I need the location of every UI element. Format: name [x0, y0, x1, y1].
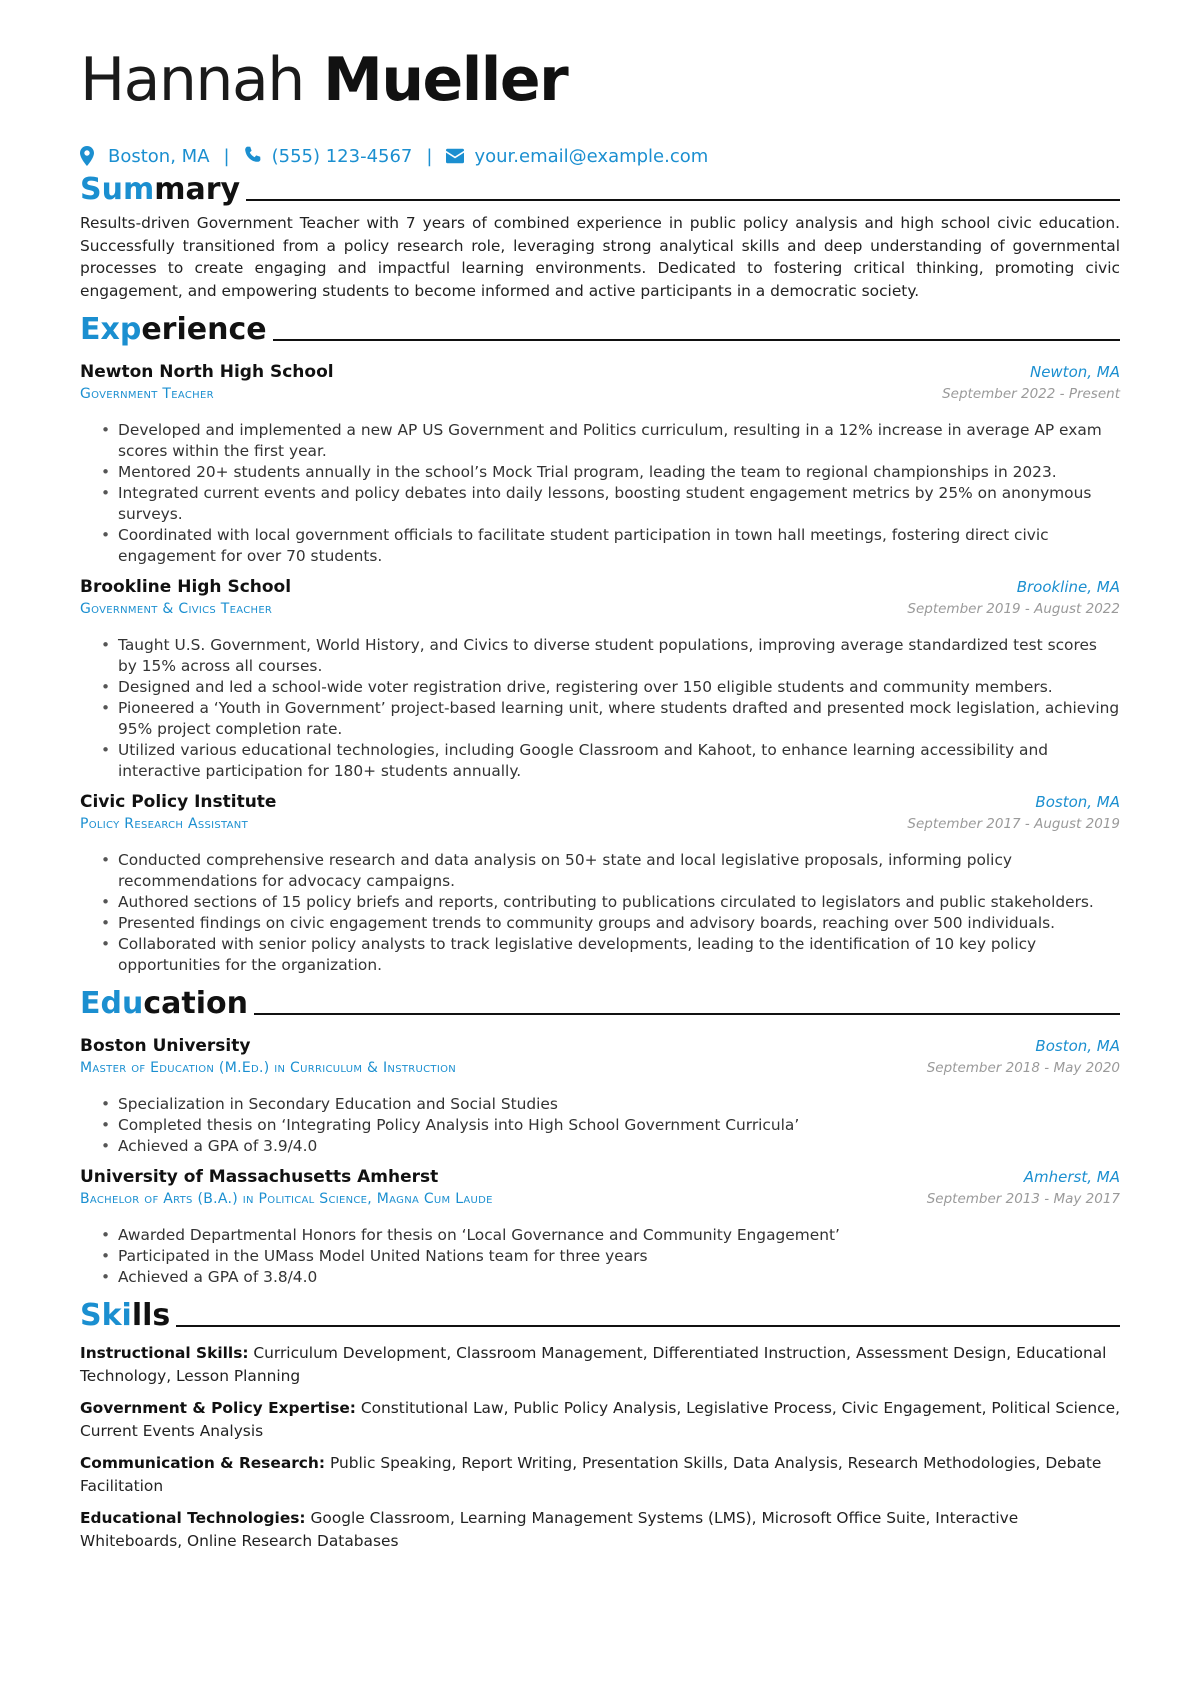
resume-content [80, 44, 1120, 1562]
location-text: Boston, MA [108, 145, 210, 167]
job-title: Government Teacher [80, 386, 214, 402]
last-name: Mueller [323, 45, 568, 115]
contact-separator: | [223, 145, 230, 167]
phone-text: (555) 123-4567 [271, 145, 413, 167]
section-title-accent: Edu [80, 986, 144, 1021]
section-title-rest: lls [131, 1298, 171, 1333]
bullet-item: • Presented findings on civic engagement trends to community groups and advisory boards, reaching over 500 individuals. [118, 913, 1120, 934]
bullet-item: • Designed and led a school-wide voter registration drive, registering over 150 eligible students and community members. [118, 677, 1120, 698]
summary-text: Results-driven Government Teacher with 7 years of combined experience in public policy analysis and high school civic education. Successfully transitioned from a policy research role, leveraging strong analytical skills and deep understanding of governmental processes to create engaging and impactful learning environments. Dedicated to fostering critical thinking, promoting civic engagement, and empowering students to become informed and active participants in a democratic society. [80, 214, 1120, 300]
summary-heading [80, 168, 1120, 208]
candidate-name [80, 44, 1120, 116]
section-title-accent: Sum [80, 172, 155, 207]
entry-location: Amherst, MA [1023, 1168, 1120, 1186]
section-title [80, 986, 248, 1022]
phone-icon [244, 146, 262, 166]
bullet-list [80, 635, 1120, 782]
bullet-item: • Specialization in Secondary Education and Social Studies [118, 1094, 1120, 1115]
envelope-icon [446, 146, 464, 166]
job-title: Government & Civics Teacher [80, 601, 273, 617]
bullet-list [80, 1225, 1120, 1288]
experience-entry [80, 362, 1120, 567]
section-title [80, 172, 240, 208]
bullet-item: • Awarded Departmental Honors for thesis on ‘Local Governance and Community Engagement’ [118, 1225, 1120, 1246]
contact-email[interactable] [446, 146, 708, 167]
skill-group [80, 1507, 1120, 1552]
entry-dates: September 2018 - May 2020 [926, 1060, 1120, 1076]
section-title-accent: Ski [80, 1298, 132, 1333]
bullet-list [80, 420, 1120, 567]
entry-location: Boston, MA [1035, 1037, 1120, 1055]
skills-heading [80, 1294, 1120, 1334]
section-title-rest: erience [141, 312, 267, 347]
section-title-rest: mary [154, 172, 241, 207]
bullet-item: • Achieved a GPA of 3.8/4.0 [118, 1267, 1120, 1288]
email-text: your.email@example.com [474, 145, 709, 167]
skill-group-label: Communication & Research: [80, 1454, 326, 1472]
bullet-item: • Mentored 20+ students annually in the school’s Mock Trial program, leading the team to regional championships in 2023. [118, 462, 1120, 483]
bullet-item: • Developed and implemented a new AP US Government and Politics curriculum, resulting in a 12% increase in average AP exam scores within the first year. [118, 420, 1120, 462]
bullet-item: • Integrated current events and policy debates into daily lessons, boosting student engagement metrics by 25% on anonymous surveys. [118, 483, 1120, 525]
skill-group-label: Educational Technologies: [80, 1509, 306, 1527]
skill-group [80, 1342, 1120, 1387]
employer-name: Newton North High School [80, 362, 334, 382]
education-entry [80, 1036, 1120, 1157]
bullet-list [80, 850, 1120, 976]
skill-group [80, 1452, 1120, 1497]
entry-location: Newton, MA [1029, 363, 1120, 381]
bullet-item: • Taught U.S. Government, World History, and Civics to diverse student populations, improving average standardized test scores by 15% across all courses. [118, 635, 1120, 677]
job-title: Policy Research Assistant [80, 816, 248, 832]
skill-group-text: Constitutional Law, Public Policy Analysis, Legislative Process, Civic Engagement, Political Science, Current Events Analysis [80, 1399, 1120, 1440]
bullet-item: • Conducted comprehensive research and data analysis on 50+ state and local legislative proposals, informing policy recommendations for advocacy campaigns. [118, 850, 1120, 892]
section-rule [176, 1325, 1120, 1327]
contact-location [80, 146, 210, 167]
degree-title: Bachelor of Arts (B.A.) in Political Science, Magna Cum Laude [80, 1191, 493, 1207]
skill-group-text: Curriculum Development, Classroom Management, Differentiated Instruction, Assessment Design, Educational Technology, Lesson Planning [80, 1344, 1107, 1385]
experience-heading [80, 308, 1120, 348]
entry-dates: September 2013 - May 2017 [926, 1191, 1120, 1207]
bullet-item: • Utilized various educational technologies, including Google Classroom and Kahoot, to enhance learning accessibility and interactive participation for 180+ students annually. [118, 740, 1120, 782]
bullet-item: • Pioneered a ‘Youth in Government’ project-based learning unit, where students drafted and presented mock legislation, achieving 95% project completion rate. [118, 698, 1120, 740]
bullet-item: • Coordinated with local government officials to facilitate student participation in town hall meetings, fostering direct civic engagement for over 70 students. [118, 525, 1120, 567]
section-title-accent: Exp [80, 312, 142, 347]
employer-name: Civic Policy Institute [80, 792, 277, 812]
contact-separator: | [426, 145, 433, 167]
section-title-rest: cation [143, 986, 248, 1021]
education-entry [80, 1167, 1120, 1288]
bullet-item: • Achieved a GPA of 3.9/4.0 [118, 1136, 1120, 1157]
section-rule [273, 339, 1120, 341]
entry-location: Boston, MA [1035, 793, 1120, 811]
bullet-item: • Participated in the UMass Model United Nations team for three years [118, 1246, 1120, 1267]
entry-location: Brookline, MA [1016, 578, 1120, 596]
section-title [80, 1298, 170, 1334]
skill-group-label: Instructional Skills: [80, 1344, 249, 1362]
degree-title: Master of Education (M.Ed.) in Curriculum & Instruction [80, 1060, 457, 1076]
school-name: Boston University [80, 1036, 251, 1056]
entry-dates: September 2022 - Present [942, 386, 1120, 402]
skill-group-text: Google Classroom, Learning Management Systems (LMS), Microsoft Office Suite, Interactive Whiteboards, Online Research Databases [80, 1509, 1019, 1550]
map-pin-icon [80, 146, 98, 166]
section-title [80, 312, 267, 348]
entry-dates: September 2019 - August 2022 [907, 601, 1120, 617]
school-name: University of Massachusetts Amherst [80, 1167, 439, 1187]
first-name: Hannah [80, 45, 304, 115]
bullet-item: • Collaborated with senior policy analysts to track legislative developments, leading to the identification of 10 key policy opportunities for the organization. [118, 934, 1120, 976]
bullet-list [80, 1094, 1120, 1157]
contact-bar [80, 144, 1120, 168]
education-heading [80, 982, 1120, 1022]
skill-group-text: Public Speaking, Report Writing, Presentation Skills, Data Analysis, Research Methodologies, Debate Facilitation [80, 1454, 1102, 1495]
entry-dates: September 2017 - August 2019 [907, 816, 1120, 832]
experience-entry [80, 792, 1120, 976]
employer-name: Brookline High School [80, 577, 292, 597]
experience-entry [80, 577, 1120, 782]
section-rule [246, 199, 1120, 201]
section-rule [254, 1013, 1120, 1015]
skill-group [80, 1397, 1120, 1442]
bullet-item: • Authored sections of 15 policy briefs and reports, contributing to publications circulated to legislators and public stakeholders. [118, 892, 1120, 913]
contact-phone[interactable] [244, 146, 413, 167]
skills-list [80, 1342, 1120, 1552]
skill-group-label: Government & Policy Expertise: [80, 1399, 356, 1417]
bullet-item: • Completed thesis on ‘Integrating Policy Analysis into High School Government Curricula’ [118, 1115, 1120, 1136]
